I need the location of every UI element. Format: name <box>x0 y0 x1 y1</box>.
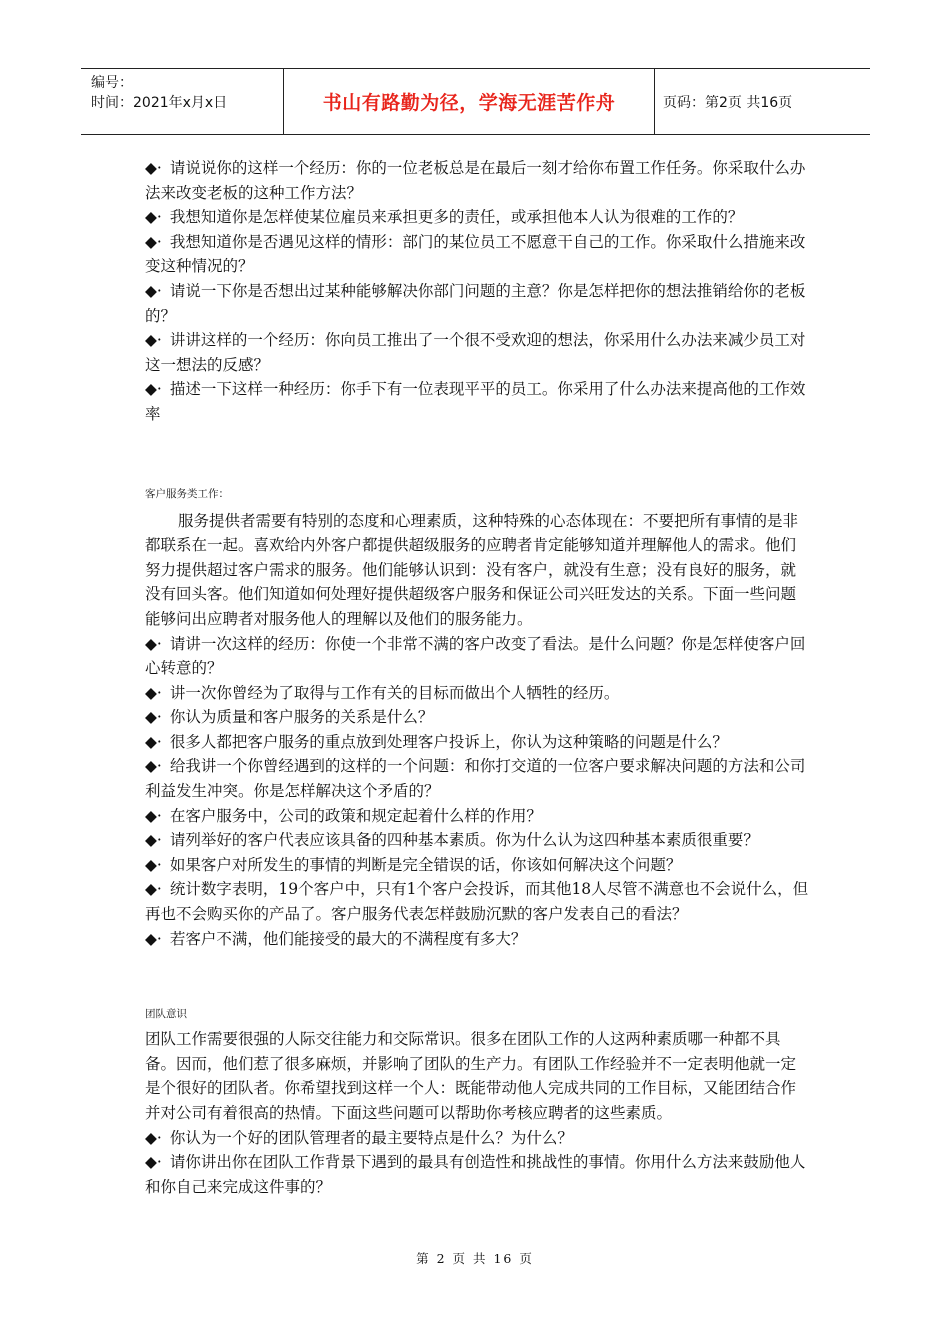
question-item: ◆· 很多人都把客户服务的重点放到处理客户投诉上，你认为这种策略的问题是什么？ <box>145 732 728 751</box>
question-item: ◆· 在客户服务中，公司的政策和规定起着什么样的作用？ <box>145 806 542 825</box>
question-item: ◆· 你认为一个好的团队管理者的最主要特点是什么？为什么？ <box>145 1128 573 1147</box>
question-item: ◆· 若客户不满，他们能接受的最大的不满程度有多大？ <box>145 929 527 948</box>
page-header <box>81 68 870 135</box>
diamond-bullet-icon: ◆· <box>145 732 162 751</box>
section-intro: 服务提供者需要有特别的态度和心理素质，这种特殊的心态体现在：不要把所有事情的是非都联系在一起。喜欢给内外客户都提供超级服务的应聘者肯定能够知道并理解他人的需求。他们努力提供超过客户需求的服务。他们能够认识到：没有客户，就没有生意；没有良好的服务，就没有回头客。他们知道如何处理好提供超级客户服务和保证公司兴旺发达的关系。下面一些问题能够问出应聘者对服务他人的理解以及他们的服务能力。 <box>145 511 799 628</box>
diamond-bullet-icon: ◆· <box>145 331 162 350</box>
diamond-bullet-icon: ◆· <box>145 855 162 874</box>
question-item: ◆· 给我讲一个你曾经遇到的这样的一个问题：和你打交道的一位客户要求解决问题的方法和公司利益发生冲突。你是怎样解决这个矛盾的？ <box>145 757 806 801</box>
diamond-bullet-icon: ◆· <box>145 380 162 399</box>
section-management-questions <box>145 156 809 427</box>
diamond-bullet-icon: ◆· <box>145 208 162 227</box>
diamond-bullet-icon: ◆· <box>145 880 162 899</box>
diamond-bullet-icon: ◆· <box>145 159 162 177</box>
header-meta <box>81 69 283 134</box>
diamond-bullet-icon: ◆· <box>145 281 162 300</box>
question-item: ◆· 描述一下这样一种经历：你手下有一位表现平平的员工。你采用了什么办法来提高他的工作效率 <box>145 380 806 423</box>
diamond-bullet-icon: ◆· <box>145 683 162 702</box>
question-item: ◆· 请列举好的客户代表应该具备的四种基本素质。你为什么认为这四种基本素质很重要？ <box>145 831 759 850</box>
question-item: ◆· 请讲一次这样的经历：你使一个非常不满的客户改变了看法。是什么问题？你是怎样使客户回心转意的？ <box>145 634 806 678</box>
diamond-bullet-icon: ◆· <box>145 232 162 251</box>
question-item: ◆· 我想知道你是否遇见这样的情形：部门的某位员工不愿意干自己的工作。你采取什么措施来改变这种情况的？ <box>145 232 806 276</box>
section-title: 客户服务类工作： <box>145 487 229 500</box>
question-item: ◆· 讲一次你曾经为了取得与工作有关的目标而做出个人牺牲的经历。 <box>145 683 620 702</box>
diamond-bullet-icon: ◆· <box>145 806 162 825</box>
question-item: ◆· 我想知道你是怎样使某位雇员来承担更多的责任，或承担他本人认为很难的工作的？ <box>145 208 744 227</box>
header-page-info: 页码：第2页 共16页 <box>663 94 793 111</box>
question-item: ◆· 讲讲这样的一个经历：你向员工推出了一个很不受欢迎的想法，你采用什么办法来减少员工对这一想法的反感？ <box>145 331 806 374</box>
section-teamwork <box>145 1007 809 1199</box>
section-intro: 团队工作需要很强的人际交往能力和交际常识。很多在团队工作的人这两种素质哪一种都不具备。因而，他们惹了很多麻烦，并影响了团队的生产力。有团队工作经验并不一定表明他就一定是个很好的团队者。你希望找到这样一个人：既能带动他人完成共同的工作目标，又能团结合作并对公司有着很高的热情。下面这些问题可以帮助你考核应聘者的这些素质。 <box>145 1030 797 1122</box>
diamond-bullet-icon: ◆· <box>145 929 162 948</box>
diamond-bullet-icon: ◆· <box>145 1128 162 1147</box>
diamond-bullet-icon: ◆· <box>145 1153 162 1172</box>
number-label: 编号： <box>91 75 133 91</box>
question-item: ◆· 统计数字表明，19个客户中，只有1个客户会投诉，而其他18人尽管不满意也不会说什么，但再也不会购买你的产品了。客户服务代表怎样鼓励沉默的客户发表自己的看法？ <box>145 880 809 924</box>
page-footer: 第 2 页 共 16 页 <box>416 1251 534 1266</box>
date-line: 时间：2021年x月x日 <box>91 95 228 111</box>
header-motto: 书山有路勤为径，学海无涯苦作舟 <box>283 69 655 134</box>
document-body <box>145 156 809 1199</box>
question-item: ◆· 你认为质量和客户服务的关系是什么？ <box>145 708 434 727</box>
diamond-bullet-icon: ◆· <box>145 757 162 776</box>
section-customer-service <box>145 487 809 952</box>
diamond-bullet-icon: ◆· <box>145 634 162 653</box>
section-title: 团队意识 <box>145 1008 187 1021</box>
question-item: ◆· 请说一下你是否想出过某种能够解决你部门问题的主意？你是怎样把你的想法推销给你的老板的？ <box>145 281 806 325</box>
question-item: ◆· 请说说你的这样一个经历：你的一位老板总是在最后一刻才给你布置工作任务。你采取什么办法来改变老板的这种工作方法？ <box>145 159 806 202</box>
diamond-bullet-icon: ◆· <box>145 831 162 850</box>
diamond-bullet-icon: ◆· <box>145 708 162 727</box>
question-item: ◆· 如果客户对所发生的事情的判断是完全错误的话，你该如何解决这个问题？ <box>145 855 682 874</box>
question-item: ◆· 请你讲出你在团队工作背景下遇到的最具有创造性和挑战性的事情。你用什么方法来鼓励他人和你自己来完成这件事的？ <box>145 1153 806 1196</box>
